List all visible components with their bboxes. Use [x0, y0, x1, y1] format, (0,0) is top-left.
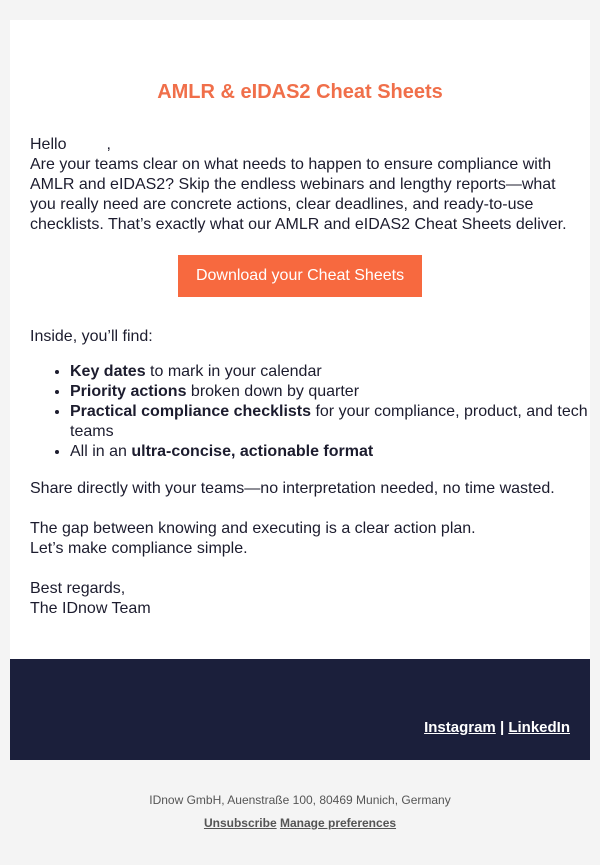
email-footer — [10, 659, 590, 760]
list-item-bold: Priority actions — [70, 383, 187, 400]
list-item-bold: ultra-concise, actionable format — [131, 443, 374, 460]
share-paragraph: Share directly with your teams—no interpretation needed, no time wasted. — [30, 480, 555, 497]
download-cheat-sheets-button[interactable]: Download your Cheat Sheets — [178, 255, 422, 297]
unsubscribe-link[interactable]: Unsubscribe — [203, 816, 277, 830]
closing-regards: Best regards, — [30, 580, 126, 597]
greeting-comma: , — [106, 136, 111, 153]
gap-line: The gap between knowing and executing is a clear action plan. — [30, 520, 476, 537]
greeting-hello: Hello — [30, 136, 67, 153]
simple-line: Let’s make compliance simple. — [30, 540, 248, 557]
footer-links — [0, 816, 600, 830]
list-item-bold: Key dates — [70, 363, 146, 380]
social-separator: | — [495, 719, 509, 736]
instagram-link[interactable]: Instagram — [424, 719, 496, 736]
email-card — [10, 20, 590, 659]
greeting — [30, 135, 575, 155]
list-item: • All in an ultra-concise, actionable format — [70, 442, 590, 462]
linkedin-link[interactable]: LinkedIn — [508, 719, 570, 736]
list-item: • Key dates to mark in your calendar — [70, 362, 590, 382]
social-links — [424, 719, 570, 737]
list-item-bold: Practical compliance checklists — [70, 403, 312, 420]
feature-list — [30, 362, 590, 462]
manage-preferences-link[interactable]: Manage preferences — [279, 816, 397, 830]
signature: The IDnow Team — [30, 600, 151, 617]
company-address: IDnow GmbH, Auenstraße 100, 80469 Munich, Germany — [149, 793, 451, 807]
list-item: • Priority actions broken down by quarter — [70, 382, 590, 402]
inside-label: Inside, you’ll find: — [30, 328, 153, 345]
email-title: AMLR & eIDAS2 Cheat Sheets — [157, 81, 443, 103]
list-item: • Practical compliance checklists for your compliance, product, and tech teams — [70, 402, 590, 442]
intro-paragraph: Are your teams clear on what needs to happen to ensure compliance with AMLR and eIDAS2? Skip the endless webinars and lengthy reports—what you really need are concrete actions, clear deadlines, and ready-to-use checklists. That’s exactly what our AMLR and eIDAS2 Cheat Sheets deliver. — [30, 156, 567, 233]
